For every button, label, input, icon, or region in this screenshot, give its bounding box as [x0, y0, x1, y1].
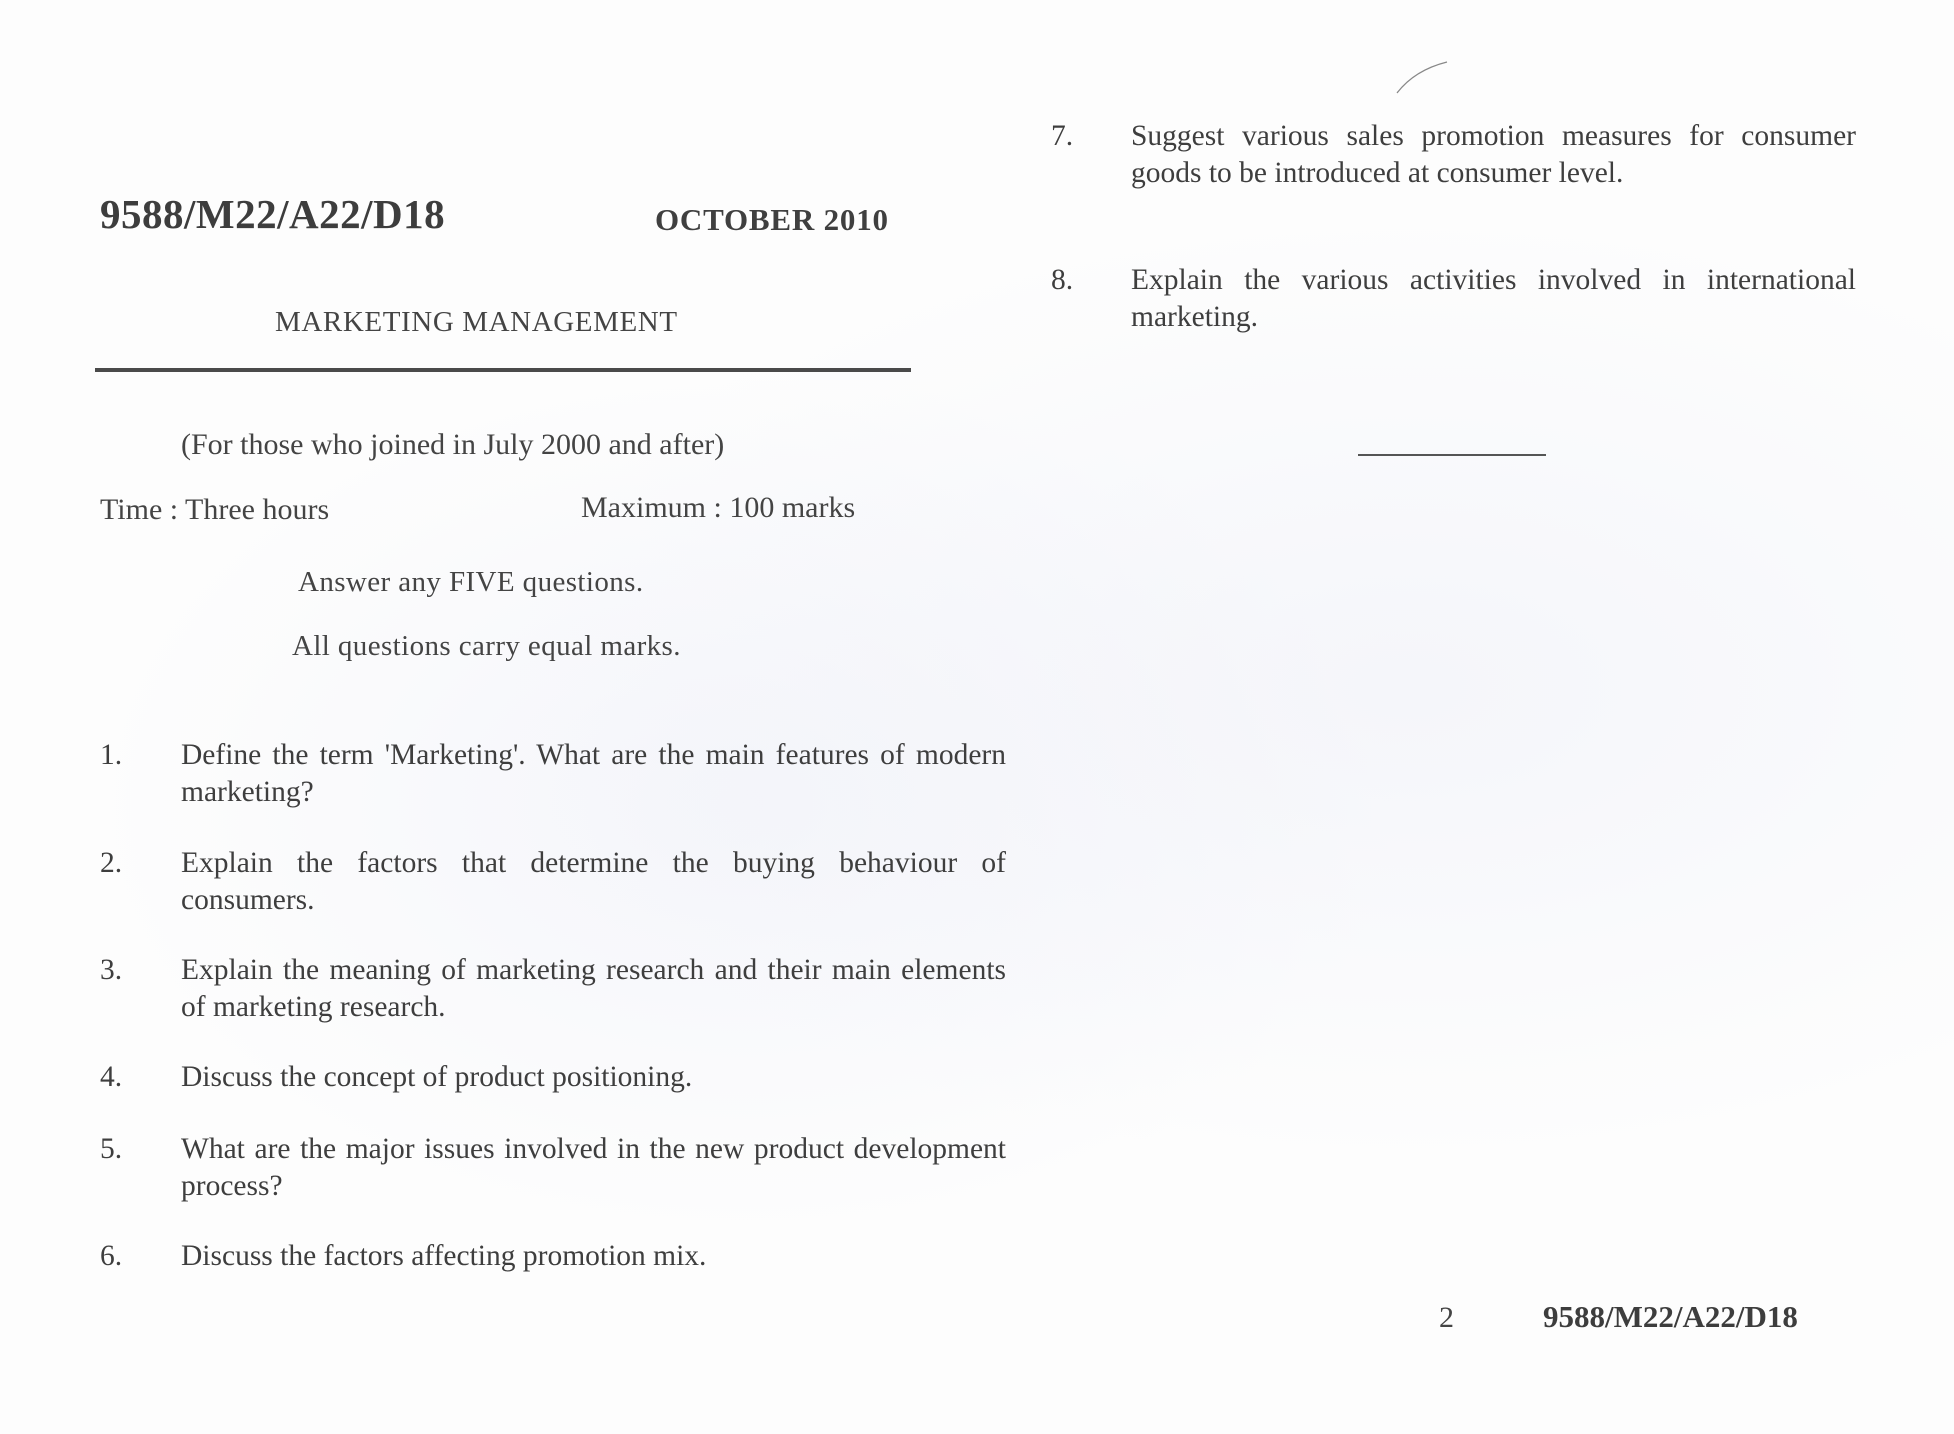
question-number: 6. [100, 1240, 123, 1272]
page-number: 2 [1439, 1301, 1454, 1334]
maximum-marks: Maximum : 100 marks [581, 491, 856, 524]
question-text: Explain the various activities involved in international marketing. [1131, 264, 1856, 333]
question-number: 2. [100, 847, 123, 879]
instruction-equal-marks: All questions carry equal marks. [292, 630, 681, 662]
question-text: Define the term 'Marketing'. What are the main features of modern marketing? [181, 739, 1006, 808]
footer-paper-code: 9588/M22/A22/D18 [1543, 1299, 1798, 1334]
question-number: 1. [100, 739, 123, 771]
exam-date: OCTOBER 2010 [655, 202, 889, 237]
eligibility-note: (For those who joined in July 2000 and after) [181, 428, 725, 461]
question-number: 7. [1051, 120, 1074, 152]
subject-title: MARKETING MANAGEMENT [275, 306, 678, 338]
paper-code: 9588/M22/A22/D18 [100, 191, 446, 237]
pen-stroke-mark [1395, 58, 1455, 98]
question-number: 8. [1051, 264, 1074, 296]
instruction-answer-five: Answer any FIVE questions. [298, 566, 644, 598]
header-divider [95, 368, 911, 372]
question-text: Discuss the concept of product positioning. [181, 1061, 693, 1093]
question-number: 5. [100, 1133, 123, 1165]
question-number: 4. [100, 1061, 123, 1093]
question-text: What are the major issues involved in the new product development process? [181, 1133, 1006, 1202]
question-text: Explain the factors that determine the buying behaviour of consumers. [181, 847, 1006, 916]
question-text: Suggest various sales promotion measures for consumer goods to be introduced at consumer level. [1131, 120, 1856, 189]
question-text: Discuss the factors affecting promotion mix. [181, 1240, 707, 1272]
question-number: 3. [100, 954, 123, 986]
question-text: Explain the meaning of marketing research and their main elements of marketing research. [181, 954, 1006, 1023]
end-of-questions-rule [1358, 454, 1546, 456]
time-allowed: Time : Three hours [100, 493, 330, 526]
